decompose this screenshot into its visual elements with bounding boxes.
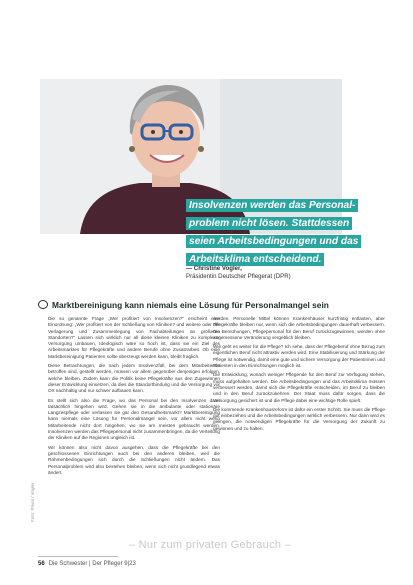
photo-credit: Foto: Privat / Vogler [30, 482, 35, 522]
attribution-name: — Christine Vogler, [186, 265, 242, 272]
quote-attribution [186, 265, 386, 281]
paragraph: Diese Betrachtungen, die nach jedem Insolvenzfall, bei dem Mitarbeitende betroffen sind, gestellt werden, müssen vor allem gegenüber denjenigen erfolgen, welche bleiben. Zudem kann die Politik keine Pflegekräfte aus den Zugewinnen dieser Entwicklung einsetzen, da dies die Standortbindung und die Versorgung vor Ort nachhaltig und nur schwer aufbauen kann. [48, 363, 220, 394]
attribution-role: Präsidentin Deutscher Pflegerat (DPR) [186, 273, 291, 280]
watermark: – Nur zum privaten Gebrauch – [128, 539, 292, 551]
page-footer [38, 561, 136, 567]
paragraph: werden. Personelle Mittel können Krankenhäuser kurzfristig entlasten, aber Pflegekräfte bleiben nur, wenn sich die Arbeitsbedingungen dauerhaft verbessern. Die Bemühungen, Pflegepersonal für den Beruf zurückzugewinnen, werden ohne angemessene Veränderung vergeblich bleiben. [213, 316, 385, 340]
article-headline: Marktbereinigung kann niemals eine Lösung für Personalmangel sein [52, 300, 329, 310]
pull-quote [186, 195, 376, 267]
footer-divider [38, 556, 118, 557]
paragraph: Wie geht es weiter für die Pflege? Ich sehe, dass der Pflegeberuf ohne Bezug zum eigentlichen Beruf nicht attraktiv werden wird. Eine Stabilisierung und Stärkung der Pflege ist notwendig, damit eine gute und sichere Versorgung der Patientinnen und Patienten in den Einrichtungen möglich ist. [213, 344, 385, 369]
pull-quote-line: Insolvenzen werden das Personal- [186, 199, 358, 212]
article-column-left [48, 316, 220, 546]
speech-bubble-icon [38, 300, 48, 309]
article-headline-row [38, 300, 378, 310]
paragraph: Die kommende Krankenhausreform ist dafür ein erster Schritt. Sie muss die Pflege gut einbeziehen und die Arbeitsbedingungen wirklich verbessern. Nur dann wird es gelingen, die notwendigen Pflegekräfte für die Versorgung der Zukunft zu gewinnen und zu halten. [213, 406, 385, 431]
paragraph: Wir können also nicht davon ausgehen, dass die Pflegekräfte bei den geschlossenen Einrichtungen auch bei den anderen bleiben, weil die Rahmenbedingungen sich durch die Schließungen nicht ändern. Das Personalproblem wird also bestehen bleiben, wenn sich nicht grundlegend etwas ändert. [48, 444, 220, 475]
paragraph: Es stellt sich also die Frage, wo das Personal bei den Insolvenzen dann tatsächlich hingehen wird. Gehen sie in die ambulante oder stationäre Langzeitpflege oder verlassen sie gar den Gesundheitsmarkt? Marktbereinigung kann niemals eine Lösung für Personalmangel sein, vor allem nicht wenn Mitarbeitende nicht dort hingehen, wo sie am meisten gebraucht werden. Insolvenzen werden das Pflegepersonal nicht zusammenbringen, da die Verteilung der Kliniken auf die Regionen ungleich ist. [48, 397, 220, 441]
journal-name: Die Schwester | Der Pfleger 9|23 [48, 561, 136, 567]
pull-quote-line: problem nicht lösen. Stattdessen [186, 217, 352, 230]
paragraph: Die Entwicklung, wonach weniger Pflegende für den Beruf zur Verfügung stehen, muss aufgehalten werden. Die Arbeitsbedingungen und das Arbeitsklima müssen verbessert werden, damit sich die Pflegekräfte entscheiden, im Beruf zu bleiben und in den Beruf zurückzukehren. Der Staat muss dafür sorgen, dass die Versorgung gesichert ist und die Pflege dabei eine wichtige Rolle spielt. [213, 372, 385, 403]
article-column-right [213, 316, 385, 512]
paragraph: Die so genannte Frage „Wer profitiert von Insolvenzen?“ erscheint eine Einordnung: „Wer profitiert von der Schließung von Kliniken? und weitere oder der Verlagerung und Zusammenlegung von Fachabteilungen an größeren Standorten?“ Lassen sich wirklich nur all diese kleinen Kliniken zu komplexer Versorgung umbauen, Ideologisch wäre so hoch ist, dass sie ein Ziel des Arbeitsmarktes für Pflegekräfte und andere Berufe ohne Zusatzarbeit. Ob eine Marktbereinigung Patienten sollte überzeugt werden kann, bleibt fraglich. [48, 316, 220, 359]
pull-quote-line: Arbeitsklima entscheidend. [186, 253, 324, 266]
pull-quote-line: seien Arbeitsbedingungen und das [186, 235, 361, 248]
page-number: 56 [38, 561, 45, 567]
